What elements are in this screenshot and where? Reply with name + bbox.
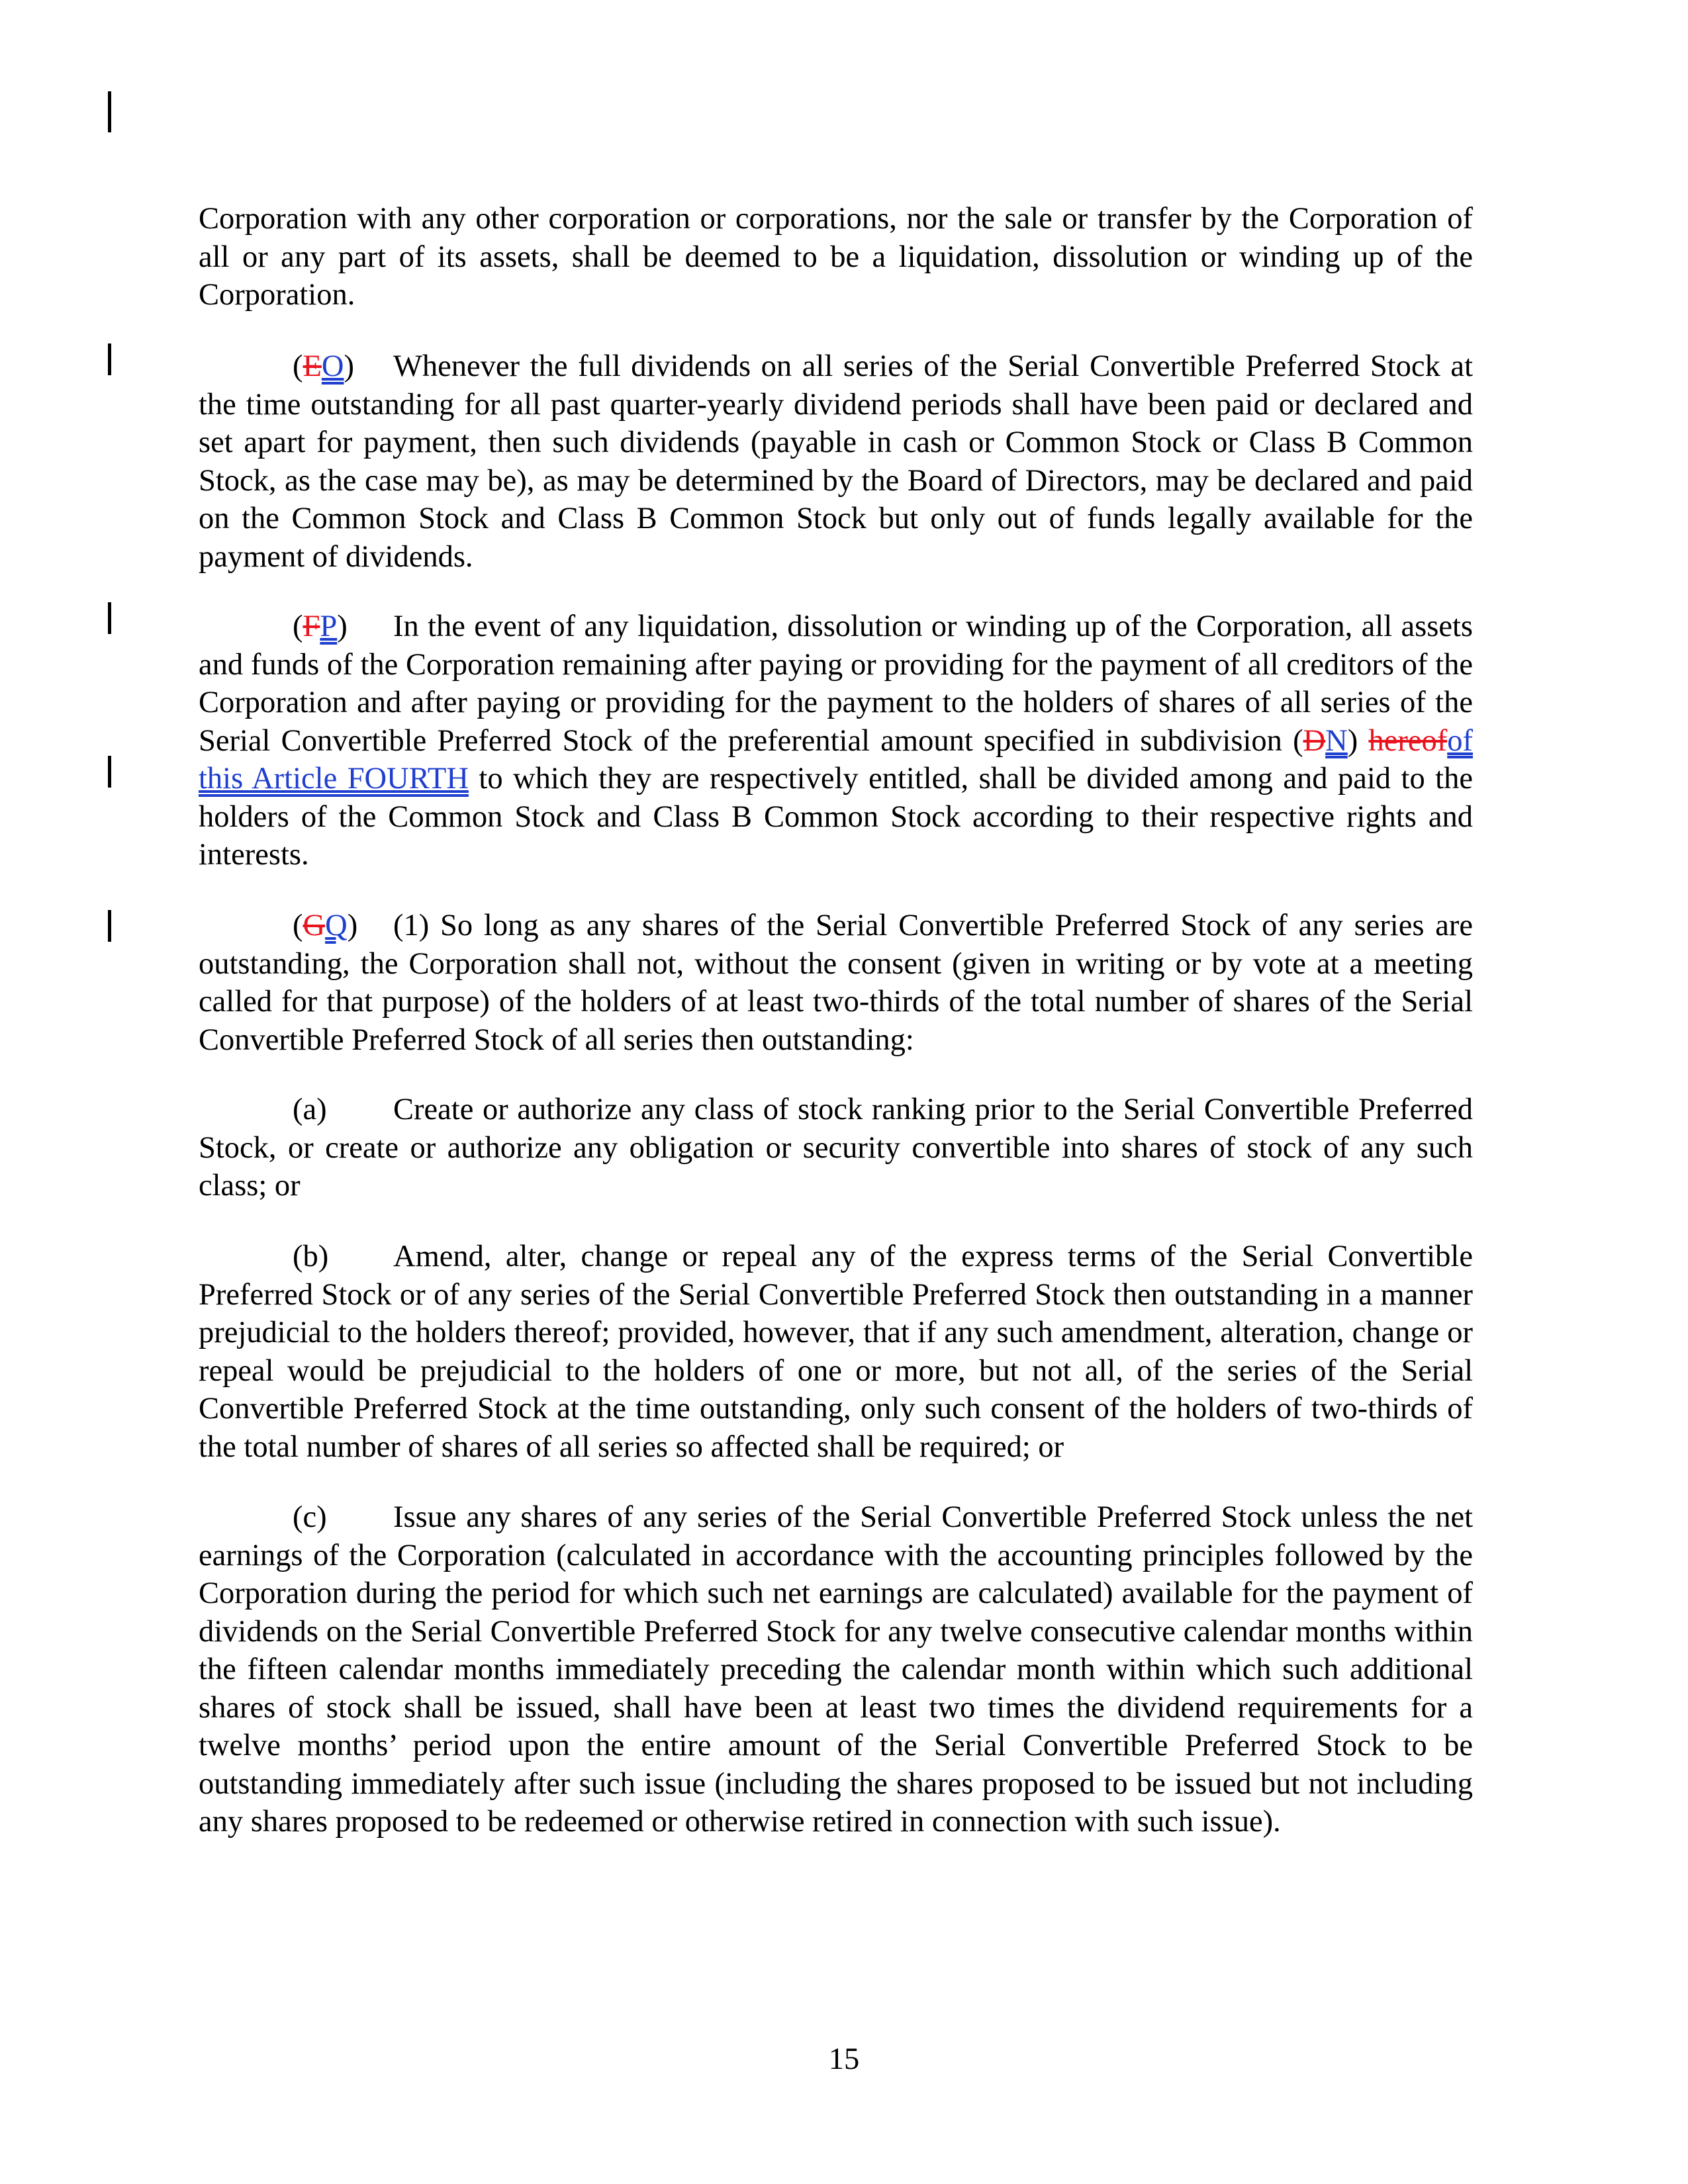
paragraph-text: Amend, alter, change or repeal any of the express terms of the Serial Convertible Preferred Stock or of any series of the Serial Convertible Preferred Stock then outstanding in a manner prejudicial to the holders thereof; provided, however, that if any such amendment, alteration, change or repeal would be prejudicial to the holders of one or more, but not all, of the series of the Serial Convertible Preferred Stock at the time outstanding, only such consent of the holders of two-thirds of the total number of shares of all series so affected shall be required; or [199,1240,1473,1464]
paragraph-text: Whenever the full dividends on all series of the Serial Convertible Preferred Stock at the time outstanding for all past quarter-yearly dividend periods shall have been paid or declared and set apart for payment, then such dividends (payable in cash or Common Stock or Class B Common Stock, as the case may be), as may be determined by the Board of Directors, may be declared and paid on the Common Stock and Class B Common Stock but only out of funds legally available for the payment of dividends. [199,349,1473,574]
clause-label: (c) [293,1500,327,1534]
deleted-label: E [303,349,322,383]
clause-label: (a) [293,1093,327,1126]
change-bar [108,910,111,942]
paragraph-text: In the event of any liquidation, dissolution or winding up of the Corporation, all assets and funds of the Corporation remaining after paying or providing for the payment of all creditors of the Corporation and after paying or providing for the payment to the holders of shares of all series of the Serial Convertible Preferred Stock of the preferential amount specified in subdivision ( [199,610,1473,758]
paragraph-o [199,347,1473,576]
inserted-label: Q [325,909,348,942]
change-bar [108,91,111,132]
deleted-reference: D [1303,723,1326,758]
deleted-label: G [303,909,326,942]
paragraph-text: Issue any shares of any series of the Serial Convertible Preferred Stock unless the net earnings of the Corporation (calculated in accordance with the accounting principles followed by the Corporation during the period for which such net earnings are calculated) available for the payment of dividends on the Serial Convertible Preferred Stock for any twelve consecutive calendar months within the fifteen calendar months immediately preceding the calendar month within which such additional shares of stock shall be issued, shall have been at least two times the dividend requirements for a twelve months’ period upon the entire amount of the Serial Convertible Preferred Stock to be outstanding immediately after such issue (including the shares proposed to be issued but not including any shares proposed to be redeemed or otherwise retired in connection with such issue). [199,1500,1473,1839]
paragraph-text: to which they are respectively entitled, shall be divided among and paid to the holders of the Common Stock and Class B Common Stock according to their respective rights and interests. [199,762,1473,872]
clause-label: (b) [293,1240,329,1273]
paragraph-text: (1) So long as any shares of the Serial Convertible Preferred Stock of any series are outstanding, the Corporation shall not, without the consent (given in writing or by vote at a meeting called for that purpose) of the holders of at least two-thirds of the total number of shares of the Serial Convertible Preferred Stock of all series then outstanding: [199,909,1473,1057]
paragraph-p: (FP) In the event of any liquidation, dissolution or winding up of the Corporation, all assets and funds of the Corporation remaining after paying or providing for the payment of all creditors of the Corporation and after paying or providing for the payment to the holders of shares of all series of the Serial Convertible Preferred Stock of the preferential amount specified in subdivision (DN) hereofof this Article FOURTH to which they are respectively entitled, shall be divided among and paid to the holders of the Common Stock and Class B Common Stock according to their respective rights and interests. [199,608,1473,874]
inserted-label: P [320,610,338,643]
change-bar [108,602,111,634]
subdivision-label: (GQ) [293,909,358,942]
change-bar [108,343,111,375]
paragraph-q [199,907,1473,1059]
deleted-label: F [303,610,320,643]
subdivision-label: (EO) [293,349,354,383]
paragraph-b [199,1238,1473,1466]
deleted-word: hereof [1368,723,1448,758]
inserted-reference: N [1325,723,1348,758]
inserted-label: O [321,349,344,383]
paragraph-continuation [199,200,1473,314]
paragraph-a [199,1091,1473,1205]
change-bar [108,756,111,788]
paragraph-c [199,1498,1473,1841]
inserted-phrase: of this Article FOURTH [199,723,1473,796]
paragraph-text: Corporation with any other corporation or corporations, nor the sale or transfer by the Corporation of all or any part of its assets, shall be deemed to be a liquidation, dissolution or winding up of the Corporation. [199,202,1473,312]
paragraph-text: Create or authorize any class of stock ranking prior to the Serial Convertible Preferred Stock, or create or authorize any obligation or security convertible into shares of stock of any such class; or [199,1093,1473,1203]
subdivision-label: (FP) [293,610,348,643]
page-number: 15 [828,2042,860,2076]
